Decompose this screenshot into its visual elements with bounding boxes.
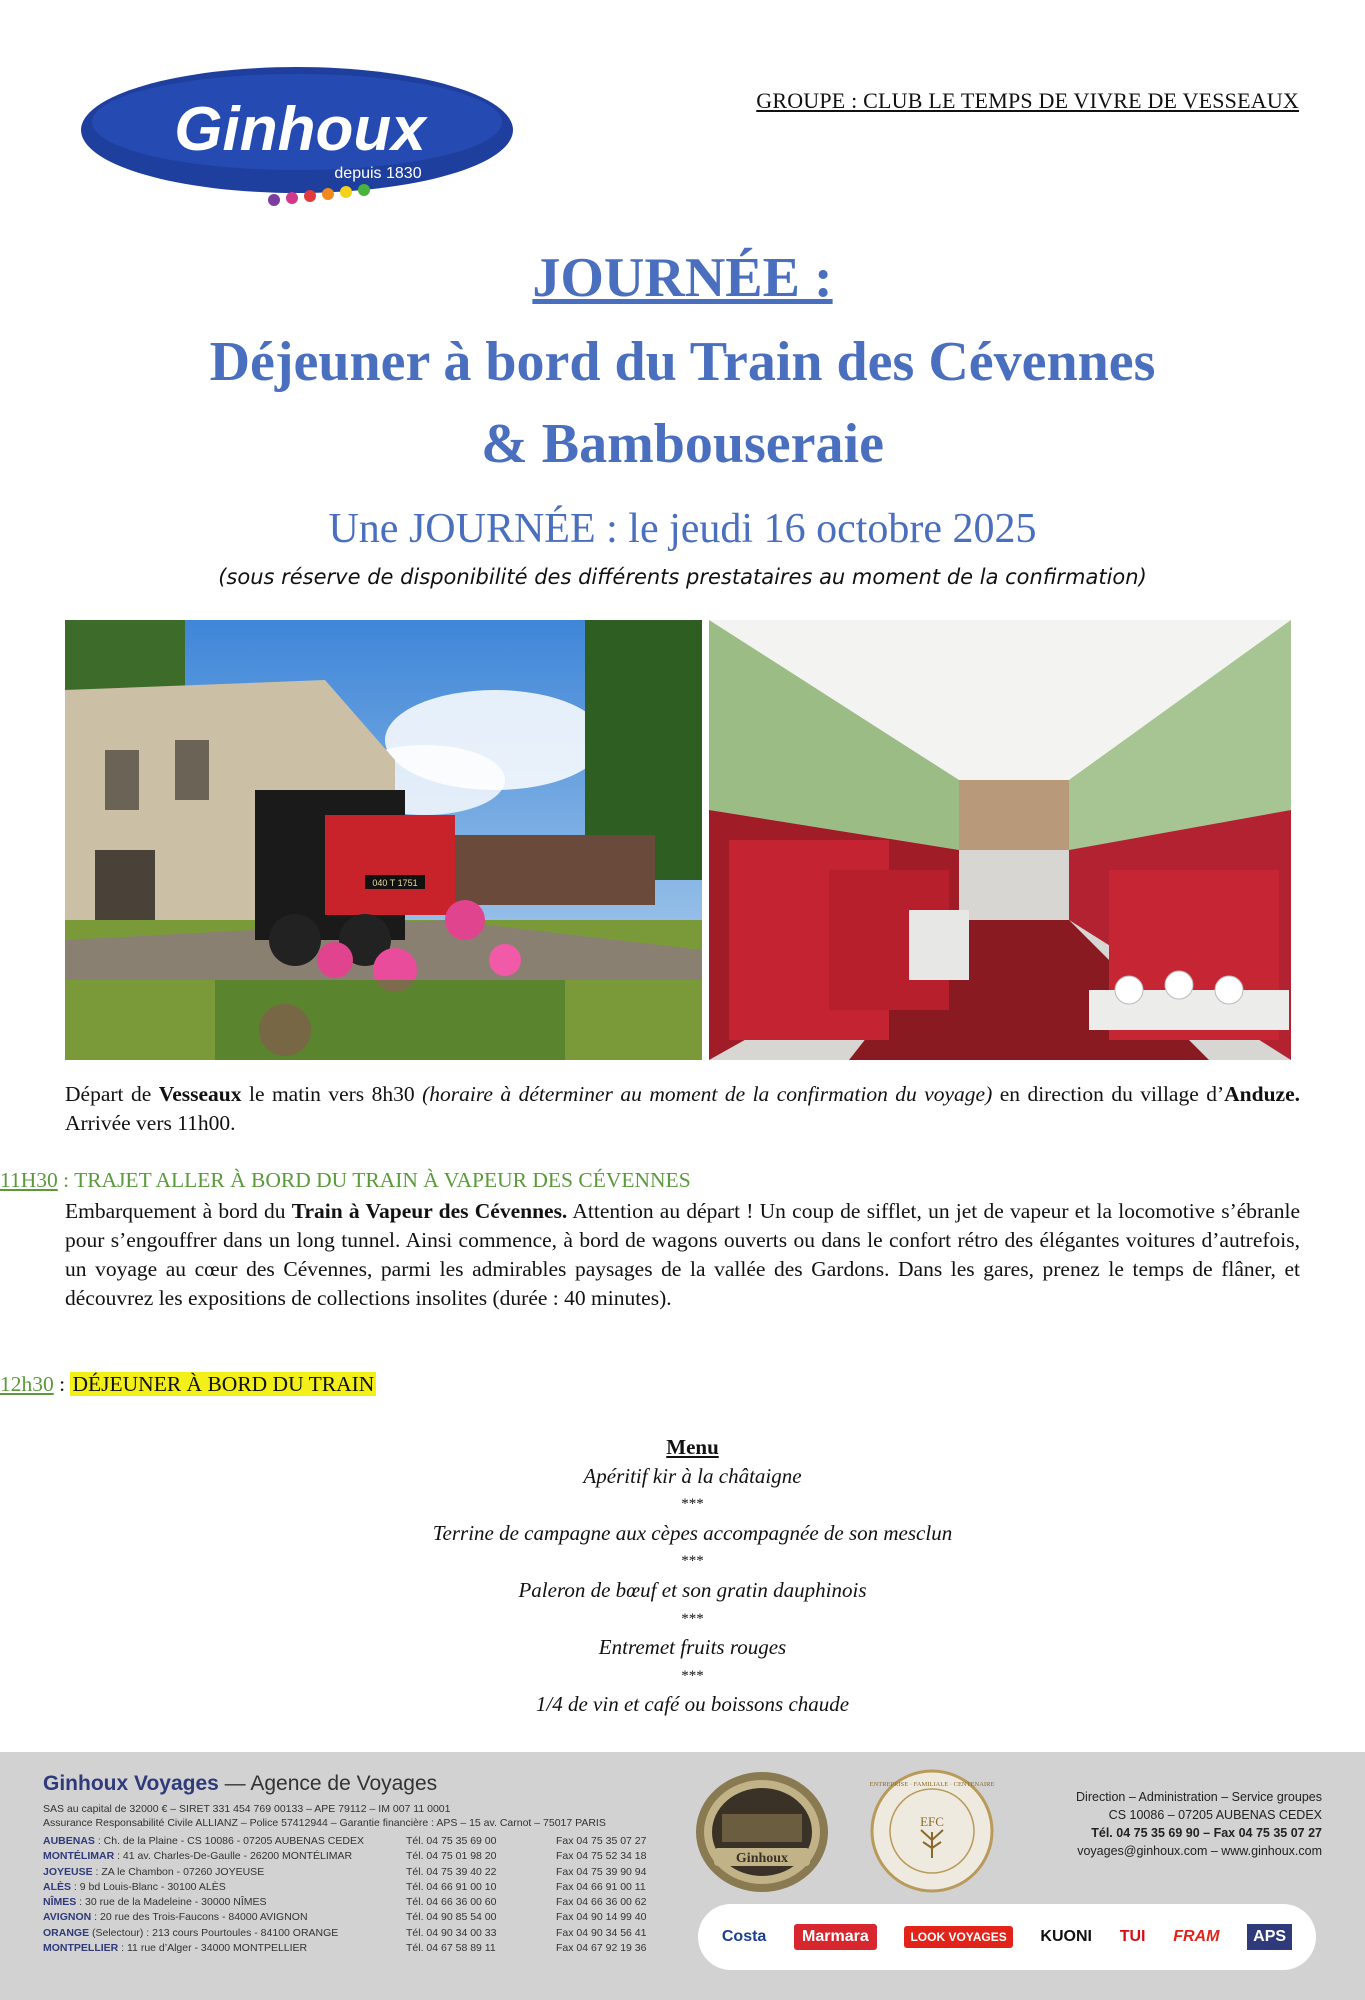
- costa-logo: Costa: [721, 1928, 767, 1945]
- logo-tagline: depuis 1830: [334, 165, 422, 182]
- menu-separator: ***: [681, 1610, 704, 1627]
- menu: [0, 1433, 1365, 1719]
- agency-row: NÎMES : 30 rue de la Madeleine - 30000 NÎMES Tél. 04 66 36 00 60 Fax 04 66 36 00 62: [43, 1896, 647, 1909]
- menu-item: Entremet fruits rouges: [598, 1635, 787, 1660]
- availability-note: (sous réserve de disponibilité des différents prestataires au moment de la confirmation): [218, 565, 1147, 589]
- head-office-contact: Direction – Administration – Service groupes CS 10086 – 07205 AUBENAS CEDEX Tél. 04 75 35 69 90 – Fax 04 75 35 07 27 voyages@ginhoux.com – www.ginhoux.com: [1076, 1790, 1322, 1858]
- marmara-logo: Marmara: [794, 1924, 877, 1950]
- ginhoux-seal-logo: [692, 1768, 832, 1896]
- footer-brand: Ginhoux Voyages — Agence de Voyages: [43, 1772, 438, 1795]
- menu-separator: ***: [681, 1553, 704, 1570]
- menu-item: 1/4 de vin et café ou boissons chaude: [535, 1692, 850, 1717]
- seal2-ring-text: ENTREPRISE · FAMILIALE · CENTENAIRE: [869, 1781, 995, 1788]
- agency-row: MONTPELLIER : 11 rue d’Alger - 34000 MONTPELLIER Tél. 04 67 58 89 11 Fax 04 67 92 19 36: [43, 1942, 647, 1955]
- menu-item: Paleron de bœuf et son gratin dauphinois: [518, 1577, 867, 1602]
- footer: [0, 1752, 1365, 2000]
- footer-legal: SAS au capital de 32000 € – SIRET 331 454 769 00133 – APE 79112 – IM 007 11 0001 Assurance Responsabilité Civile ALLIANZ – Police 57412944 – Garantie financière : APS – 15 av. Carnot – 75017 PARIS: [43, 1803, 606, 1829]
- aps-logo: APS: [1247, 1924, 1292, 1950]
- agency-row: AUBENAS : Ch. de la Plaine - CS 10086 - 07205 AUBENAS CEDEX Tél. 04 75 35 69 00 Fax 04 75 35 07 27: [43, 1835, 647, 1847]
- seal1-text: Ginhoux: [735, 1851, 789, 1866]
- section-heading-1130: 11H30 : TRAJET ALLER À BORD DU TRAIN À VAPEUR DES CÉVENNES: [0, 1168, 691, 1192]
- dining-car-photo: [709, 620, 1291, 1060]
- ginhoux-logo: [78, 62, 516, 212]
- page-title-bambouseraie: & Bambouseraie: [481, 413, 884, 475]
- train-description: Embarquement à bord du Train à Vapeur des Cévennes. Attention au départ ! Un coup de sifflet, un jet de vapeur et la locomotive s’ébranle pour s’engouffrer dans un long tunnel. Ainsi commence, à bord de wagons ouverts ou dans le confort rétro des élégantes voitures d’autrefois, un voyage au cœur des Cévennes, parmi les admirables paysages de la vallée des Gardons. Dans les gares, prenez le temps de flâner, et découvrez les expositions de collections insolites (durée : 40 minutes).: [65, 1199, 1300, 1310]
- agency-row: ORANGE (Selectour) : 213 cours Pourtoules - 84100 ORANGE Tél. 04 90 34 00 33 Fax 04 90 34 56 41: [43, 1926, 647, 1939]
- menu-separator: ***: [681, 1496, 704, 1513]
- fram-logo: FRAM: [1173, 1928, 1220, 1945]
- agency-row: ALÈS : 9 bd Louis-Blanc - 30100 ALÈS Tél. 04 66 91 00 10 Fax 04 66 91 00 11: [43, 1880, 646, 1893]
- logo-wordmark: Ginhoux: [174, 95, 426, 164]
- partner-logos: [698, 1904, 1316, 1970]
- page-title-journee: JOURNÉE :: [532, 247, 833, 309]
- menu-item: Apéritif kir à la châtaigne: [583, 1463, 802, 1488]
- group-name: GROUPE : CLUB LE TEMPS DE VIVRE DE VESSEAUX: [756, 88, 1299, 113]
- kuoni-logo: KUONI: [1040, 1928, 1092, 1945]
- agency-row: AVIGNON : 20 rue des Trois-Faucons - 84000 AVIGNON Tél. 04 90 85 54 00 Fax 04 90 14 99 40: [43, 1911, 647, 1924]
- website-email: voyages@ginhoux.com – www.ginhoux.com: [1077, 1844, 1322, 1858]
- locomotive-plate: 040 T 1751: [372, 878, 418, 888]
- agency-row: JOYEUSE : ZA le Chambon - 07260 JOYEUSE Tél. 04 75 39 40 22 Fax 04 75 39 90 94: [43, 1865, 647, 1878]
- trip-date: Une JOURNÉE : le jeudi 16 octobre 2025: [328, 506, 1037, 552]
- tui-logo: TUI: [1119, 1928, 1146, 1945]
- menu-title: Menu: [666, 1435, 719, 1459]
- section-heading-1230: 12h30 : DÉJEUNER À BORD DU TRAIN: [0, 1372, 375, 1396]
- look-voyages-logo: LOOK VOYAGES: [904, 1926, 1012, 1948]
- departure-paragraph: Départ de Vesseaux le matin vers 8h30 (horaire à déterminer au moment de la confirmation du voyage) en direction du village d’Anduze. Arrivée vers 11h00.: [65, 1082, 1300, 1135]
- steam-train-photo: [65, 620, 702, 1060]
- seal2-text: EFC: [920, 1814, 944, 1829]
- agency-row: MONTÉLIMAR : 41 av. Charles-De-Gaulle - 26200 MONTÉLIMAR Tél. 04 75 01 98 20 Fax 04 75 52 34 18: [43, 1850, 647, 1863]
- agency-list: [43, 1834, 683, 1956]
- page-title-dejeuner: Déjeuner à bord du Train des Cévennes: [209, 331, 1156, 393]
- menu-item: Terrine de campagne aux cèpes accompagnée de son mesclun: [432, 1520, 953, 1545]
- efc-seal-logo: [867, 1766, 997, 1896]
- menu-separator: ***: [681, 1667, 704, 1684]
